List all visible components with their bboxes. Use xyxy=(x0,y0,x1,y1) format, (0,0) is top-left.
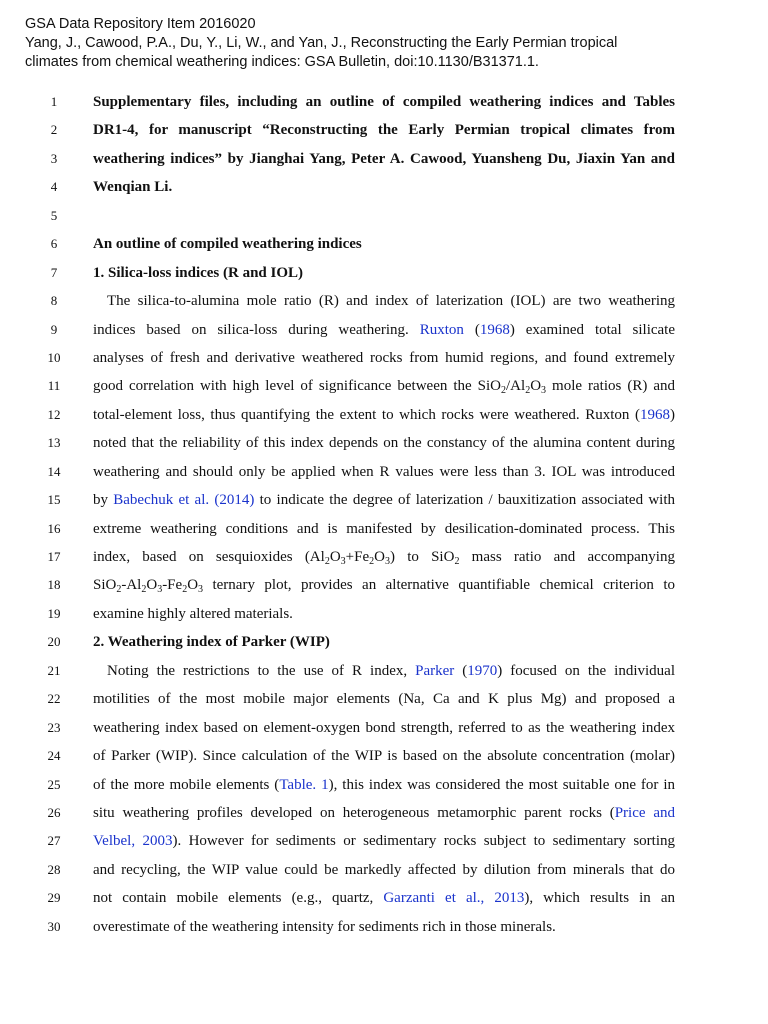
line-number: 20 xyxy=(47,634,61,650)
manuscript-line xyxy=(0,799,768,827)
citation-link-1968[interactable]: 1968 xyxy=(640,406,670,423)
line-text xyxy=(93,799,675,827)
manuscript-line xyxy=(0,628,768,656)
line-text xyxy=(93,543,675,571)
subscript: 2 xyxy=(141,584,147,596)
subscript: 2 xyxy=(525,385,531,397)
line-number: 1 xyxy=(50,94,58,109)
line-text: The silica-to-alumina mole ratio (R) and index of laterization (IOL) are two weathering xyxy=(107,293,675,310)
text-run: ) xyxy=(670,406,675,423)
subscript: 3 xyxy=(340,556,346,567)
subscript: 2 xyxy=(182,584,188,596)
citation-line: Yang, J., Cawood, P.A., Du, Y., Li, W., and Yan, J., Reconstructing the Early Permian tropical xyxy=(25,35,618,51)
citation-link-1970[interactable]: 1970 xyxy=(467,662,498,679)
repository-item-line: GSA Data Repository Item 2016020 xyxy=(25,16,256,32)
manuscript-line xyxy=(0,458,768,486)
text-run: -Fe xyxy=(162,577,183,594)
manuscript-body xyxy=(0,88,768,941)
manuscript-line xyxy=(0,571,768,599)
citation-link-parker[interactable]: Parker xyxy=(415,662,455,679)
manuscript-line xyxy=(0,486,768,514)
line-number: 24 xyxy=(47,748,61,764)
text-run: ternary plot, provides an alternative quantifiable chemical criterion to xyxy=(203,577,675,594)
line-text: weathering and should only be applied when R values were less than 3. IOL was introduced xyxy=(93,463,675,480)
subscript: 3 xyxy=(198,584,204,596)
subsection-heading: 2. Weathering index of Parker (WIP) xyxy=(93,634,330,651)
line-number: 11 xyxy=(47,378,61,394)
manuscript-line xyxy=(0,600,768,628)
line-text: weathering indices” by Jianghai Yang, Peter A. Cawood, Yuansheng Du, Jiaxin Yan and xyxy=(93,150,675,167)
manuscript-line xyxy=(0,230,768,258)
manuscript-line xyxy=(0,856,768,884)
citation-link-velbel[interactable]: Velbel, 2003 xyxy=(93,833,173,850)
line-text xyxy=(93,401,675,429)
line-text xyxy=(93,657,675,685)
manuscript-line xyxy=(0,401,768,429)
line-number: 3 xyxy=(50,150,58,166)
section-heading: An outline of compiled weathering indices xyxy=(93,236,362,253)
line-number: 13 xyxy=(47,435,61,451)
manuscript-line xyxy=(0,742,768,770)
subscript: 3 xyxy=(541,385,547,397)
manuscript-line xyxy=(0,685,768,713)
line-number: 25 xyxy=(47,776,61,792)
citation-link-price[interactable]: Price and xyxy=(614,804,675,821)
subsection-heading: 1. Silica-loss indices (R and IOL) xyxy=(93,264,304,281)
subscript: 3 xyxy=(384,556,390,567)
text-run: O xyxy=(146,577,158,594)
citation-link-ruxton[interactable]: Ruxton xyxy=(419,321,464,338)
citation-link-garzanti[interactable]: Garzanti et al., 2013 xyxy=(383,890,525,907)
manuscript-line xyxy=(0,287,768,315)
manuscript-line xyxy=(0,714,768,742)
line-text: Wenqian Li. xyxy=(93,179,173,196)
line-text xyxy=(93,771,675,799)
manuscript-line xyxy=(0,827,768,855)
subscript: 2 xyxy=(116,584,122,596)
text-run: index, based on sesquioxides (Al xyxy=(93,549,325,565)
text-run: O xyxy=(187,577,199,594)
manuscript-line xyxy=(0,429,768,457)
manuscript-line xyxy=(0,116,768,144)
line-number: 21 xyxy=(47,662,61,678)
line-number: 15 xyxy=(47,492,61,508)
manuscript-line xyxy=(0,202,768,230)
line-text xyxy=(93,884,675,912)
line-number: 2 xyxy=(50,122,58,138)
subscript: 2 xyxy=(501,385,507,397)
text-run: indices based on silica-loss during weathering. xyxy=(93,321,409,338)
text-run: SiO xyxy=(93,577,117,594)
text-run: -Al xyxy=(121,577,142,594)
text-run: ), which results in an xyxy=(524,890,675,907)
line-text: weathering index based on element-oxygen bond strength, referred to as the weathering index xyxy=(93,719,675,736)
manuscript-line xyxy=(0,344,768,372)
table-link[interactable]: Table. 1 xyxy=(279,776,329,793)
line-number: 29 xyxy=(47,890,61,906)
manuscript-line xyxy=(0,173,768,201)
text-run: O xyxy=(329,549,341,565)
line-text xyxy=(93,486,675,514)
manuscript-line xyxy=(0,543,768,571)
subscript: 2 xyxy=(324,556,330,567)
line-text: motilities of the most mobile major elements (Na, Ca and K plus Mg) and proposed a xyxy=(93,691,675,708)
text-run: situ weathering profiles developed on heterogeneous metamorphic parent rocks ( xyxy=(93,804,615,821)
line-number: 16 xyxy=(47,520,61,536)
line-text: noted that the reliability of this index depends on the constancy of the alumina content during xyxy=(93,435,675,452)
line-text xyxy=(93,316,675,344)
manuscript-line xyxy=(0,771,768,799)
line-text: and recycling, the WIP value could be markedly affected by dilution from minerals that do xyxy=(93,861,675,878)
line-text: DR1-4, for manuscript “Reconstructing the Early Permian tropical climates from xyxy=(93,122,675,139)
line-number: 12 xyxy=(47,406,61,422)
line-text: of Parker (WIP). Since calculation of the WIP is based on the absolute concentration (molar) xyxy=(93,748,675,765)
line-number: 17 xyxy=(47,549,61,564)
text-run: ) focused on the individual xyxy=(497,662,675,679)
text-run: O xyxy=(530,378,542,395)
line-number: 7 xyxy=(50,264,58,280)
subscript: 2 xyxy=(369,556,375,567)
text-run: O xyxy=(374,549,385,565)
line-text xyxy=(93,571,675,599)
citation-link-1968[interactable]: 1968 xyxy=(479,321,510,338)
manuscript-line xyxy=(0,88,768,116)
text-run: ), this index was considered the most suitable one for in xyxy=(328,776,675,793)
subscript: 3 xyxy=(157,584,163,596)
manuscript-line xyxy=(0,259,768,287)
text-run: ( xyxy=(462,662,468,679)
text-run: ( xyxy=(474,321,480,338)
line-number: 22 xyxy=(47,691,61,707)
manuscript-line xyxy=(0,913,768,941)
line-number: 9 xyxy=(50,321,58,337)
line-text: Supplementary files, including an outline of compiled weathering indices and Tables xyxy=(93,94,675,110)
line-text: examine highly altered materials. xyxy=(93,605,293,622)
text-run: to indicate the degree of laterization / bauxitization associated with xyxy=(259,492,675,509)
line-number: 30 xyxy=(47,918,61,934)
text-run: mole ratios (R) and xyxy=(546,378,675,395)
line-number: 5 xyxy=(50,207,58,223)
manuscript-line xyxy=(0,316,768,344)
line-number: 28 xyxy=(47,861,61,877)
line-number: 6 xyxy=(50,236,58,252)
citation-link-babechuk[interactable]: Babechuk et al. (2014) xyxy=(113,492,255,509)
line-text xyxy=(93,372,675,400)
text-run: ) to SiO xyxy=(389,549,455,565)
text-run: good correlation with high level of significance between the SiO xyxy=(93,378,502,395)
line-number: 27 xyxy=(47,833,61,849)
text-run: of the more mobile elements ( xyxy=(93,776,280,793)
manuscript-line xyxy=(0,657,768,685)
text-run: Noting the restrictions to the use of R index, xyxy=(107,662,408,679)
citation-line-continued: climates from chemical weathering indices: GSA Bulletin, doi:10.1130/B31371.1. xyxy=(25,54,539,70)
manuscript-line xyxy=(0,884,768,912)
text-run: by xyxy=(93,492,108,509)
line-text: extreme weathering conditions and is manifested by desilication-dominated process. This xyxy=(93,520,675,537)
line-number: 14 xyxy=(47,463,61,479)
manuscript-line xyxy=(0,372,768,400)
text-run: +Fe xyxy=(345,549,370,565)
line-number: 8 xyxy=(50,293,58,309)
text-run: mass ratio and accompanying xyxy=(459,549,675,565)
text-run: total-element loss, thus quantifying the extent to which rocks were weathered. Ruxton ( xyxy=(93,406,640,423)
text-run: ). However for sediments or sedimentary rocks subject to sedimentary sorting xyxy=(172,833,675,850)
line-number: 26 xyxy=(47,804,61,820)
line-text: overestimate of the weathering intensity for sediments rich in those minerals. xyxy=(93,918,556,935)
manuscript-line xyxy=(0,145,768,173)
line-text: analyses of fresh and derivative weathered rocks from humid regions, and found extremely xyxy=(93,349,675,366)
line-number: 19 xyxy=(47,605,61,621)
line-number: 18 xyxy=(47,577,61,593)
subscript: 2 xyxy=(454,556,460,567)
text-run: not contain mobile elements (e.g., quartz, xyxy=(93,890,374,907)
line-number: 23 xyxy=(47,719,61,735)
repository-header xyxy=(25,15,745,72)
manuscript-line xyxy=(0,515,768,543)
text-run: ) examined total silicate xyxy=(509,321,675,338)
line-number: 10 xyxy=(47,349,61,365)
line-text xyxy=(93,827,675,855)
line-number: 4 xyxy=(50,179,58,195)
text-run: /Al xyxy=(506,378,526,395)
